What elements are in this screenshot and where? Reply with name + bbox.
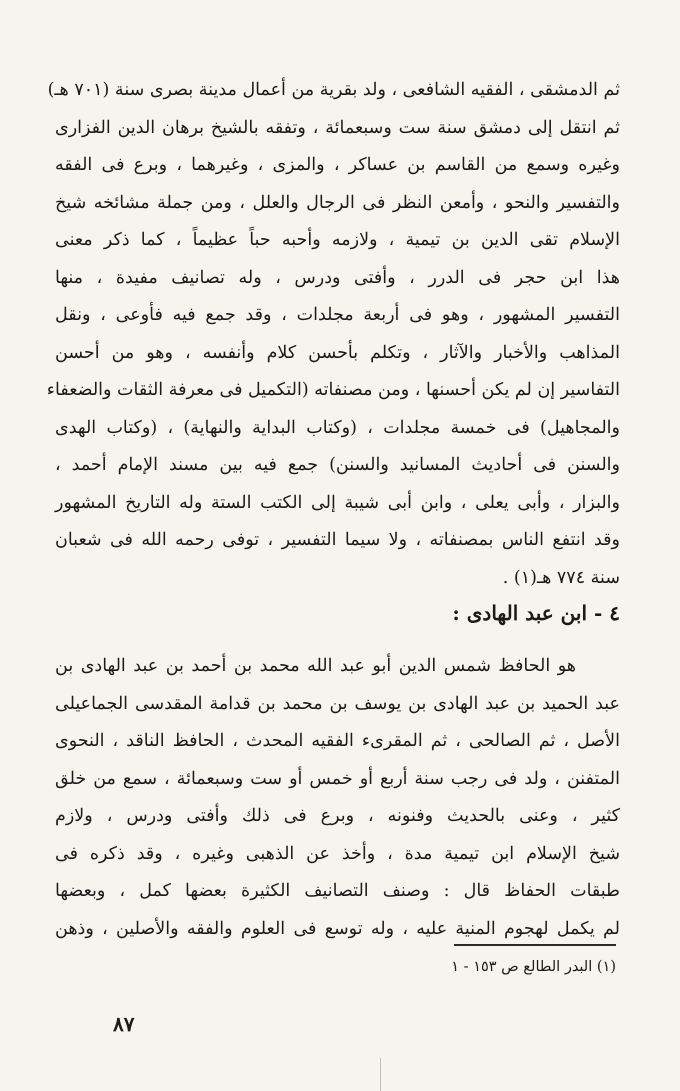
text-line: طبقات الحفاظ قال : وصنف التصانيف الكثيرة بعضها كمل ، وبعضها <box>55 881 620 901</box>
page-number: ٨٧ <box>113 1012 135 1036</box>
page-crease <box>380 1058 381 1091</box>
text-line: الأصل ، ثم الصالحى ، ثم المقرىء الفقيه المحدث ، الحافظ الناقد ، النحوى <box>55 731 620 751</box>
text-line: هو الحافظ شمس الدين أبو عبد الله محمد بن أحمد بن عبد الهادى بن <box>55 656 576 676</box>
section-heading: ٤ - ابن عبد الهادى : <box>452 601 620 625</box>
text-line: هذا ابن حجر فى الدرر ، وأفتى ودرس ، وله تصانيف مفيدة ، منها <box>55 267 620 288</box>
text-line: ثم الدمشقى ، الفقيه الشافعى ، ولد بقرية من أعمال مدينة بصرى سنة (٧٠١ هـ) <box>47 80 620 100</box>
text-line: ثم انتقل إلى دمشق سنة ست وسبعمائة ، وتفقه بالشيخ برهان الدين الفزارى <box>55 117 620 138</box>
text-line: والمجاهيل) فى خمسة مجلدات ، (وكتاب البداية والنهاية) ، (وكتاب الهدى <box>55 417 620 438</box>
paragraph-ibn-kathir <box>46 72 620 597</box>
text-line: التفاسير إن لم يكن أحسنها ، ومن مصنفاته (التكميل فى معرفة الثقات والضعفاء <box>46 380 620 400</box>
text-line: الإسلام تقى الدين بن تيمية ، ولازمه وأحبه حباً عظيماً ، كما ذكر معنى <box>55 230 620 250</box>
text-line: لم يكمل لهجوم المنية عليه ، وله توسع فى العلوم والفقه والأصلين ، وذهن <box>55 918 620 939</box>
text-line: وقد انتفع الناس بمصنفاته ، ولا سيما التفسير ، توفى رحمه الله فى شعبان <box>55 530 620 550</box>
text-line: المذاهب والأخبار والآثار ، وتكلم بأحسن كلام وأنفسه ، وهو من أحسن <box>55 342 620 363</box>
text-line: كثير ، وعنى بالحديث وفنونه ، وبرع فى ذلك وأفتى ودرس ، ولازم <box>55 806 620 826</box>
text-line: وغيره وسمع من القاسم بن عساكر ، والمزى ، وغيرهما ، وبرع فى الفقه <box>55 155 620 175</box>
footnote: (١) البدر الطالع ص ١٥٣ - ١ <box>451 959 616 975</box>
text-line: سنة ٧٧٤ هـ(١) . <box>502 567 620 588</box>
paragraph-ibn-abd-al-hadi <box>55 648 620 948</box>
footnote-divider <box>454 944 616 946</box>
text-line: والسنن فى أحاديث المسانيد والسنن) جمع فيه بين مسند الإمام أحمد ، <box>55 455 620 475</box>
text-line: عبد الحميد بن عبد الهادى بن يوسف بن محمد بن قدامة المقدسى الجماعيلى <box>55 693 620 714</box>
text-line: المتفنن ، ولد فى رجب سنة أربع أو خمس أو ست وسبعمائة ، سمع من خلق <box>55 768 620 789</box>
text-line: والبزار ، وأبى يعلى ، وابن أبى شيبة إلى الكتب الستة وله التاريخ المشهور <box>55 492 620 513</box>
text-line: التفسير المشهور ، وهو فى أربعة مجلدات ، وقد جمع فيه فأوعى ، ونقل <box>55 305 620 325</box>
text-line: شيخ الإسلام ابن تيمية مدة ، وأخذ عن الذهبى وغيره ، وقد ذكره فى <box>55 843 620 864</box>
text-line: والتفسير والنحو ، وأمعن النظر فى الرجال والعلل ، ومن جملة مشائخه شيخ <box>55 192 620 213</box>
